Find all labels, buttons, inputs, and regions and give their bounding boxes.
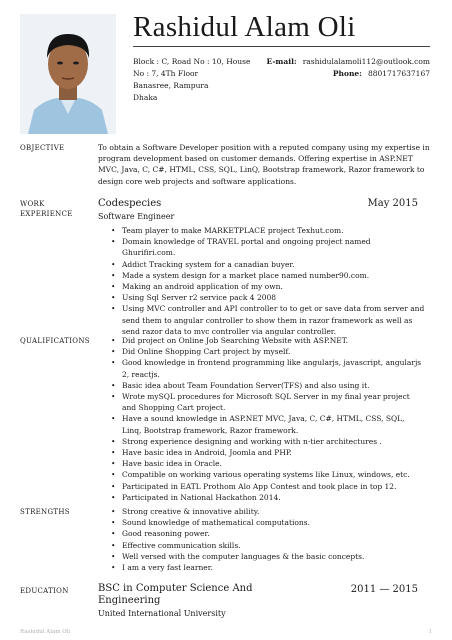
list-item: • Domain knowledge of TRAVEL portal and ongoing project named Ghurifiri.com.: [111, 237, 371, 258]
address-block: [133, 56, 283, 104]
section-label-strengths: STRENGTHS: [20, 508, 70, 516]
work-header: [98, 197, 418, 223]
profile-photo: [20, 14, 116, 134]
email-row: [266, 56, 430, 68]
education-entry: [98, 583, 418, 620]
address-line: Block : C, Road No : 10, House: [133, 57, 251, 66]
company-name: Codespecies: [98, 198, 162, 209]
page-number: 1: [428, 629, 432, 635]
phone-row: [266, 68, 430, 80]
list-item: • I am a very fast learner.: [111, 563, 213, 573]
list-item: • Good knowledge in frontend programming like angularjs, javascript, angularjs 2, reactjs.: [111, 358, 422, 379]
list-item: • Team player to make MARKETPLACE project Texhut.com.: [111, 226, 344, 235]
university-name: United International University: [98, 609, 226, 618]
degree-title: BSC in Computer Science And Engineering: [98, 583, 253, 606]
list-item: • Basic idea about Team Foundation Server(TFS) and also using it.: [111, 380, 370, 390]
list-item: • Well versed with the computer languages & the basic concepts.: [111, 551, 365, 561]
list-item: • Using Sql Server r2 service pack 4 2008: [111, 293, 277, 303]
section-label-line: WORK: [20, 200, 45, 208]
list-item: • Wrote mySQL procedures for Microsoft SQL Server in my final year project and Shopping Cart project.: [111, 392, 410, 413]
list-item: • Effective communication skills.: [111, 540, 241, 550]
footer-name: Rashidul Alam Oli: [20, 629, 71, 635]
phone-label: Phone:: [332, 69, 362, 78]
section-label-line: EXPERIENCE: [20, 210, 73, 218]
list-item: • Using MVC controller and API controller to to get or save data from server and send them to angular controller to show them in razor framework as well as send razor data to mvc controller via angular controller.: [111, 304, 425, 336]
profile-photo-image: [20, 14, 116, 134]
list-item: • Sound knowledge of mathematical computations.: [111, 518, 310, 528]
list-item: • Participated in National Hackathon 2014.: [111, 492, 281, 502]
list-item: • Did Online Shopping Cart project by myself.: [111, 347, 291, 357]
list-item: • Have basic idea in Oracle.: [111, 459, 222, 469]
address-line: Banasree, Rampura: [133, 81, 209, 90]
list-item: • Good reasoning power.: [111, 529, 210, 539]
candidate-name: Rashidul Alam Oli: [133, 11, 356, 43]
work-date: May 2015: [367, 198, 418, 209]
objective-text: To obtain a Software Developer position with a reputed company using my expertise in program development based on customer demands. Offering expertise in ASP.NET MVC, Java, C, C#, HTML, CSS, SQL, LinQ, Bootstrap framework, Razor framework to design core web projects and software applications.: [98, 143, 430, 186]
list-item: • Made a system design for a market place named number90.com.: [111, 270, 370, 280]
list-item: • Have a sound knowledge in ASP.NET MVC, Java, C, C#, HTML, CSS, SQL, Linq, Bootstrap framework, Razor framework.: [111, 414, 405, 435]
section-label-objective: OBJECTIVE: [20, 144, 65, 152]
address-line: Dhaka: [133, 93, 158, 102]
section-label-work: [20, 199, 90, 219]
list-item: • Have basic idea in Android, Joomla and PHP.: [111, 448, 292, 458]
list-item: • Participated in EATL Prothom Alo App Contest and took place in top 12.: [111, 481, 397, 491]
section-label-education: EDUCATION: [20, 587, 69, 595]
header-divider: [133, 46, 430, 47]
email-value[interactable]: rashidulalamoli112@outlook.com: [302, 57, 430, 66]
list-item: • Strong creative & innovative ability.: [111, 507, 260, 516]
email-label: E-mail:: [266, 57, 297, 66]
address-line: No : 7, 4Th Floor: [133, 69, 199, 78]
strengths-list: [110, 506, 425, 573]
list-item: • Compatible on working various operating systems like Linux, windows, etc.: [111, 470, 410, 480]
page-footer: [20, 629, 432, 635]
section-label-qualifications: QUALIFICATIONS: [20, 337, 90, 345]
qualifications-list: [110, 335, 425, 503]
list-item: • Making an android application of my own.: [111, 282, 283, 292]
education-date: 2011 — 2015: [350, 584, 418, 595]
list-item: • Did project on Online Job Searching Website with ASP.NET.: [111, 336, 349, 345]
contact-block: [266, 56, 430, 80]
phone-value: 8801717637167: [367, 69, 430, 78]
work-list: [110, 225, 425, 337]
list-item: • Strong experience designing and working with n-tier architectures .: [111, 436, 382, 446]
list-item: • Addict Tracking system for a canadian buyer.: [111, 259, 295, 269]
job-title: Software Engineer: [98, 212, 175, 221]
